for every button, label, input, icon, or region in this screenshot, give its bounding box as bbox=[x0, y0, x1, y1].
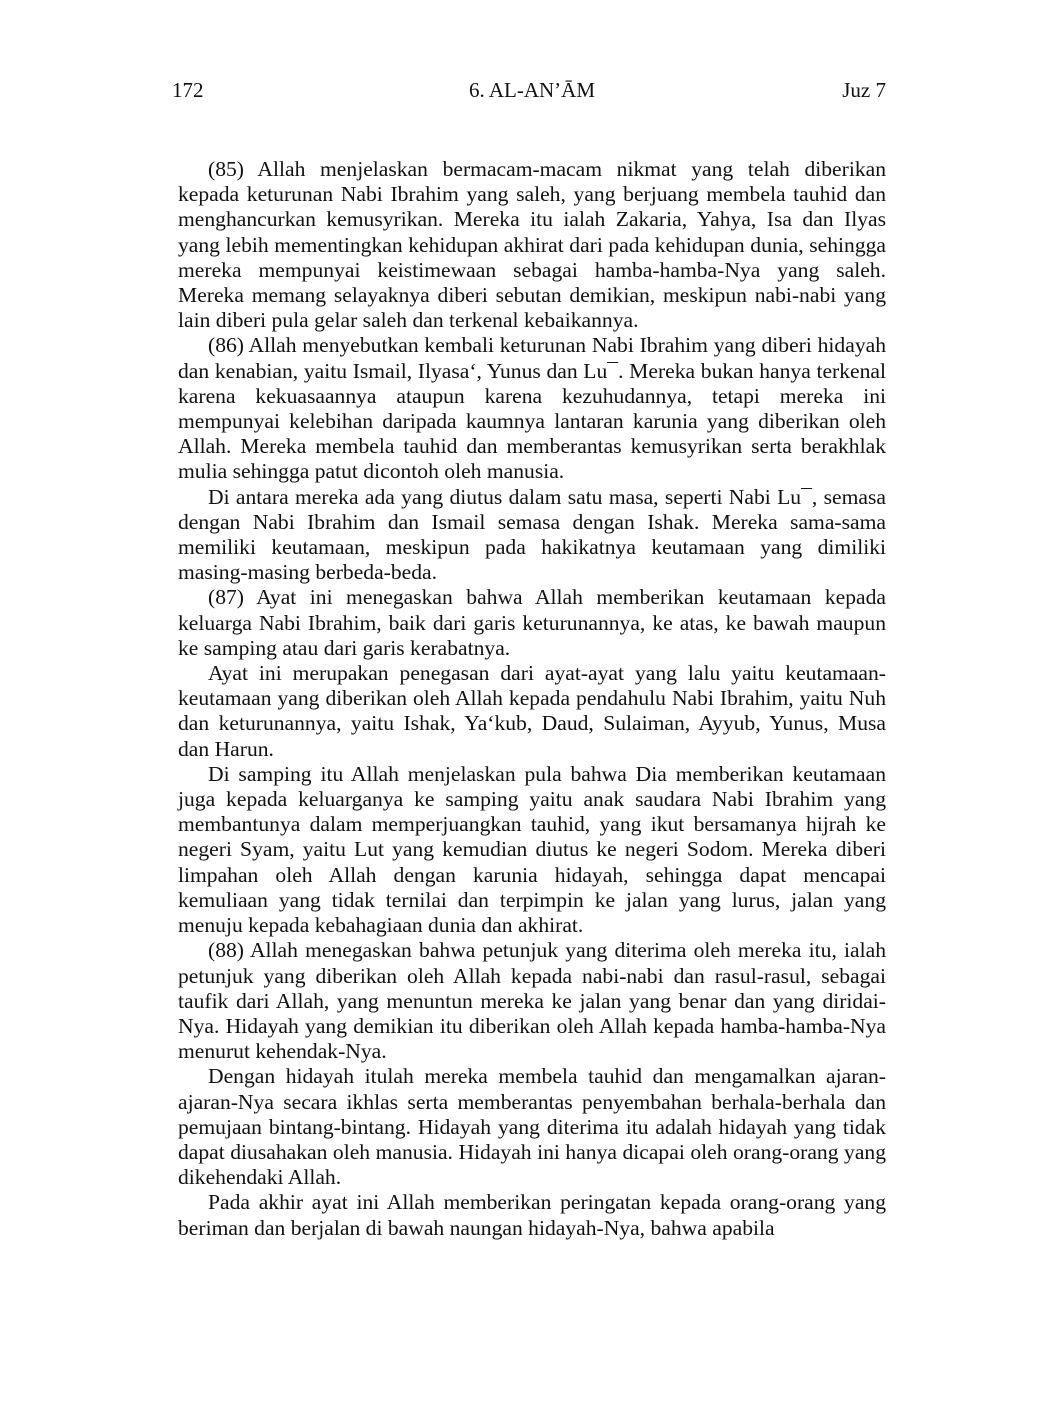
chapter-title: 6. AL-AN’ĀM bbox=[469, 78, 595, 102]
body-text bbox=[178, 157, 886, 1241]
paragraph-verse-86: (86) Allah menyebutkan kembali keturunan Nabi Ibrahim yang diberi hidayah dan kenabian, yaitu Ismail, Ilyasa‘, Yunus dan Lu¯. Mereka bukan hanya terkenal karena kekuasaannya ataupun karena kezuhudannya, tetapi mereka ini mempunyai kelebihan daripada kaumnya lantaran karunia yang diberikan oleh Allah. Mereka membela tauhid dan memberantas kemusyrikan serta berakhlak mulia sehingga patut dicontoh oleh manusia. bbox=[178, 333, 886, 484]
paragraph-verse-88: (88) Allah menegaskan bahwa petunjuk yang diterima oleh mereka itu, ialah petunjuk yang diberikan oleh Allah kepada nabi-nabi dan rasul-rasul, sebagai taufik dari Allah, yang menuntun mereka ke jalan yang benar dan yang diridai-Nya. Hidayah yang demikian itu diberikan oleh Allah kepada hamba-hamba-Nya menurut kehendak-Nya. bbox=[178, 938, 886, 1064]
running-header bbox=[172, 76, 886, 104]
paragraph: Ayat ini merupakan penegasan dari ayat-ayat yang lalu yaitu keutamaan-keutamaan yang diberikan oleh Allah kepada pendahulu Nabi Ibrahim, yaitu Nuh dan keturunannya, yaitu Ishak, Ya‘kub, Daud, Sulaiman, Ayyub, Yunus, Musa dan Harun. bbox=[178, 661, 886, 761]
document-page bbox=[172, 0, 886, 1417]
page-number: 172 bbox=[172, 78, 204, 102]
paragraph: Di samping itu Allah menjelaskan pula bahwa Dia memberikan keutamaan juga kepada keluarganya ke samping yaitu anak saudara Nabi Ibrahim yang membantunya dalam memperjuangkan tauhid, yang ikut bersamanya hijrah ke negeri Syam, yaitu Lut yang kemudian diutus ke negeri Sodom. Mereka diberi limpahan oleh Allah dengan karunia hidayah, sehingga dapat mencapai kemuliaan yang tidak ternilai dan terpimpin ke jalan yang lurus, jalan yang menuju kepada kebahagiaan dunia dan akhirat. bbox=[178, 761, 886, 938]
juz-label: Juz 7 bbox=[842, 78, 886, 102]
paragraph-verse-85: (85) Allah menjelaskan bermacam-macam nikmat yang telah diberikan kepada keturunan Nabi Ibrahim yang saleh, yang berjuang membela tauhid dan menghancurkan kemusyrikan. Mereka itu ialah Zakaria, Yahya, Isa dan Ilyas yang lebih mementingkan kehidupan akhirat dari pada kehidupan dunia, sehingga mereka mempunyai keistimewaan sebagai hamba-hamba-Nya yang saleh. Mereka memang selayaknya diberi sebutan demikian, meskipun nabi-nabi yang lain diberi pula gelar saleh dan terkenal kebaikannya. bbox=[178, 157, 886, 333]
paragraph: Dengan hidayah itulah mereka membela tauhid dan mengamalkan ajaran-ajaran-Nya secara ikhlas serta memberantas penyembahan berhala-berhala dan pemujaan bintang-bintang. Hidayah yang diterima itu adalah hidayah yang tidak dapat diusahakan oleh manusia. Hidayah ini hanya dicapai oleh orang-orang yang dikehendaki Allah. bbox=[178, 1064, 886, 1190]
paragraph: Pada akhir ayat ini Allah memberikan peringatan kepada orang-orang yang beriman dan berjalan di bawah naungan hidayah-Nya, bahwa apabila bbox=[178, 1190, 886, 1240]
paragraph: Di antara mereka ada yang diutus dalam satu masa, seperti Nabi Lu¯, semasa dengan Nabi Ibrahim dan Ismail semasa dengan Ishak. Mereka sama-sama memiliki keutamaan, meskipun pada hakikatnya keutamaan yang dimiliki masing-masing berbeda-beda. bbox=[178, 484, 886, 585]
paragraph-verse-87: (87) Ayat ini menegaskan bahwa Allah memberikan keutamaan kepada keluarga Nabi Ibrahim, baik dari garis keturunannya, ke atas, ke bawah maupun ke samping atau dari garis kerabatnya. bbox=[178, 585, 886, 660]
